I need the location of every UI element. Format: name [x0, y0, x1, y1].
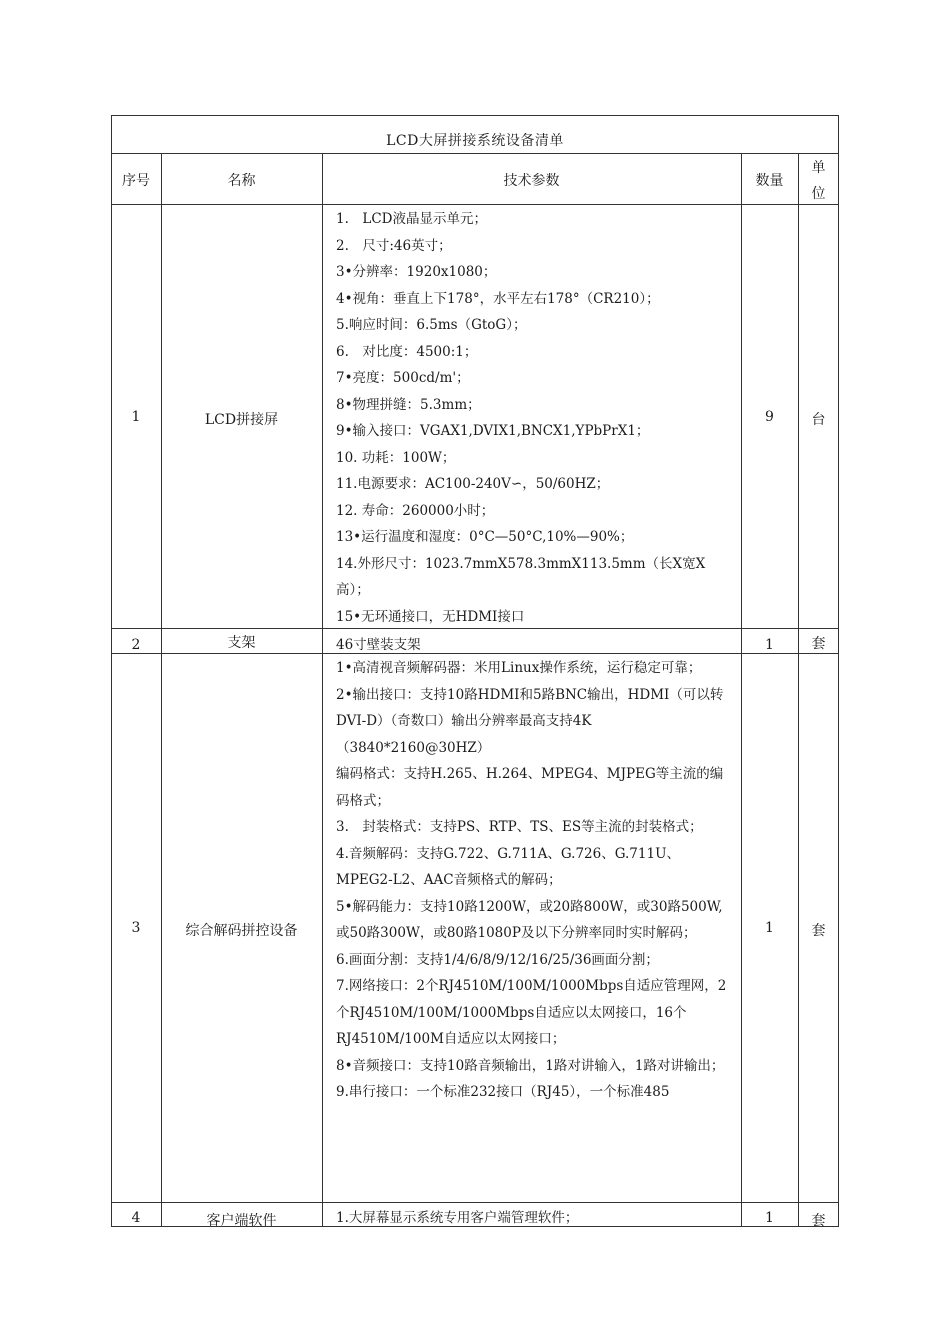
row3-bottom-line: [111, 1202, 839, 1203]
row2-seq: 2: [131, 637, 141, 653]
row4-seq: 4: [131, 1210, 141, 1226]
row4-params: [336, 1205, 736, 1227]
row3-name: 综合解码拼控设备: [185, 923, 298, 939]
param-line: 8•物理拼缝：5.3mm；: [336, 396, 481, 413]
row3-qty: 1: [765, 920, 774, 936]
param-line: 7.网络接口：2个RJ4510M/100M/1000Mbps自适应管理网，2个RJ4510M/100M/1000Mbps自适应以太网接口，16个RJ4510M/100M自适应以太网接口；: [336, 978, 727, 1047]
param-line: 4•视角：垂直上下178°，水平左右178°（CR210）；: [336, 290, 660, 307]
header-top-line: [111, 153, 839, 154]
param-line: 7•亮度：500cd/m'；: [336, 370, 470, 386]
param-line: 8•音频接口：支持10路音频输出，1路对讲输入，1路对讲输出；: [336, 1057, 725, 1074]
header-params: 技术参数: [503, 173, 560, 189]
row3-params: [336, 655, 736, 1200]
param-line: 编码格式：支持H.265、H.264、MPEG4、MJPEG等主流的编码格式；: [336, 766, 724, 809]
row4-name: 客户端软件: [206, 1213, 277, 1229]
col-divider-2: [322, 153, 323, 1227]
param-line: 2. 尺寸:46英寸；: [336, 237, 452, 254]
row1-name: LCD拼接屏: [204, 412, 279, 428]
row3-seq: 3: [131, 920, 141, 936]
param-line: 15•无环通接口，无HDMI接口: [336, 608, 525, 625]
row1-seq: 1: [131, 409, 141, 425]
table-title: LCD大屏拼接系统设备清单: [386, 133, 564, 149]
param-line: 3. 封装格式：支持PS、RTP、TS、ES等主流的封装格式；: [336, 819, 703, 835]
param-line: 14.外形尺寸：1023.7mmX578.3mmX113.5mm（长X宽X高）；: [336, 555, 706, 598]
param-line: 1•高清视音频解码器：米用Linux操作系统，运行稳定可靠；: [336, 660, 702, 676]
param-line: 13•运行温度和湿度：0°C—50°C,10%—90%；: [336, 529, 634, 545]
row2-name: 支架: [227, 635, 256, 651]
row4-unit: 套: [811, 1213, 826, 1229]
row1-params: [336, 206, 736, 626]
param-line: 5.响应时间：6.5ms（GtoG）；: [336, 317, 527, 333]
param-line: 6.画面分割：支持1/4/6/8/9/12/16/25/36画面分割；: [336, 951, 659, 968]
param-line: 5•解码能力：支持10路1200W，或20路800W，或30路500W,或50路300W，或80路1080P及以下分辨率同时实时解码；: [336, 898, 723, 941]
header-seq: 序号: [122, 173, 150, 189]
param-line: 1.大屏幕显示系统专用客户端管理软件；: [336, 1210, 579, 1226]
row1-bottom-line: [111, 628, 839, 629]
row2-qty: 1: [765, 637, 774, 653]
header-unit-line1: 单: [811, 160, 826, 176]
header-qty: 数量: [755, 173, 784, 189]
param-line: 6. 对比度：4500:1；: [336, 343, 478, 360]
param-line: 3•分辨率：1920x1080；: [336, 264, 497, 280]
param-line: 9.串行接口：一个标准232接口（RJ45），一个标准485: [336, 1084, 670, 1100]
header-bottom-line: [111, 204, 839, 205]
row2-unit: 套: [811, 636, 826, 652]
param-line: 2•输出接口：支持10路HDMI和5路BNC输出，HDMI（可以转DVI-D）（奇数口）输出分辨率最高支持4K（3840*2160@30HZ）: [336, 686, 724, 756]
row4-qty: 1: [765, 1210, 774, 1226]
param-line: 11.电源要求：AC100-240V∽，50/60HZ；: [336, 476, 610, 492]
col-divider-3: [741, 153, 742, 1227]
row1-qty: 9: [765, 409, 774, 425]
col-divider-1: [161, 153, 162, 1227]
col-divider-4: [798, 153, 799, 1227]
row2-bottom-line: [111, 653, 839, 654]
param-line: 9•输入接口：VGAX1,DVIX1,BNCX1,YPbPrX1；: [336, 423, 650, 439]
row1-unit: 台: [811, 412, 826, 428]
param-line: 1. LCD液晶显示单元；: [336, 211, 487, 227]
param-line: 4.音频解码：支持G.722、G.711A、G.726、G.711U、MPEG2-L2、AAC音频格式的解码；: [336, 845, 680, 888]
row3-unit: 套: [811, 923, 826, 939]
header-name: 名称: [227, 173, 256, 189]
header-unit-line2: 位: [811, 186, 826, 202]
param-line: 10. 功耗：100W；: [336, 449, 456, 466]
row2-params: 46寸壁装支架: [336, 637, 421, 653]
param-line: 12. 寿命：260000小时；: [336, 502, 495, 519]
